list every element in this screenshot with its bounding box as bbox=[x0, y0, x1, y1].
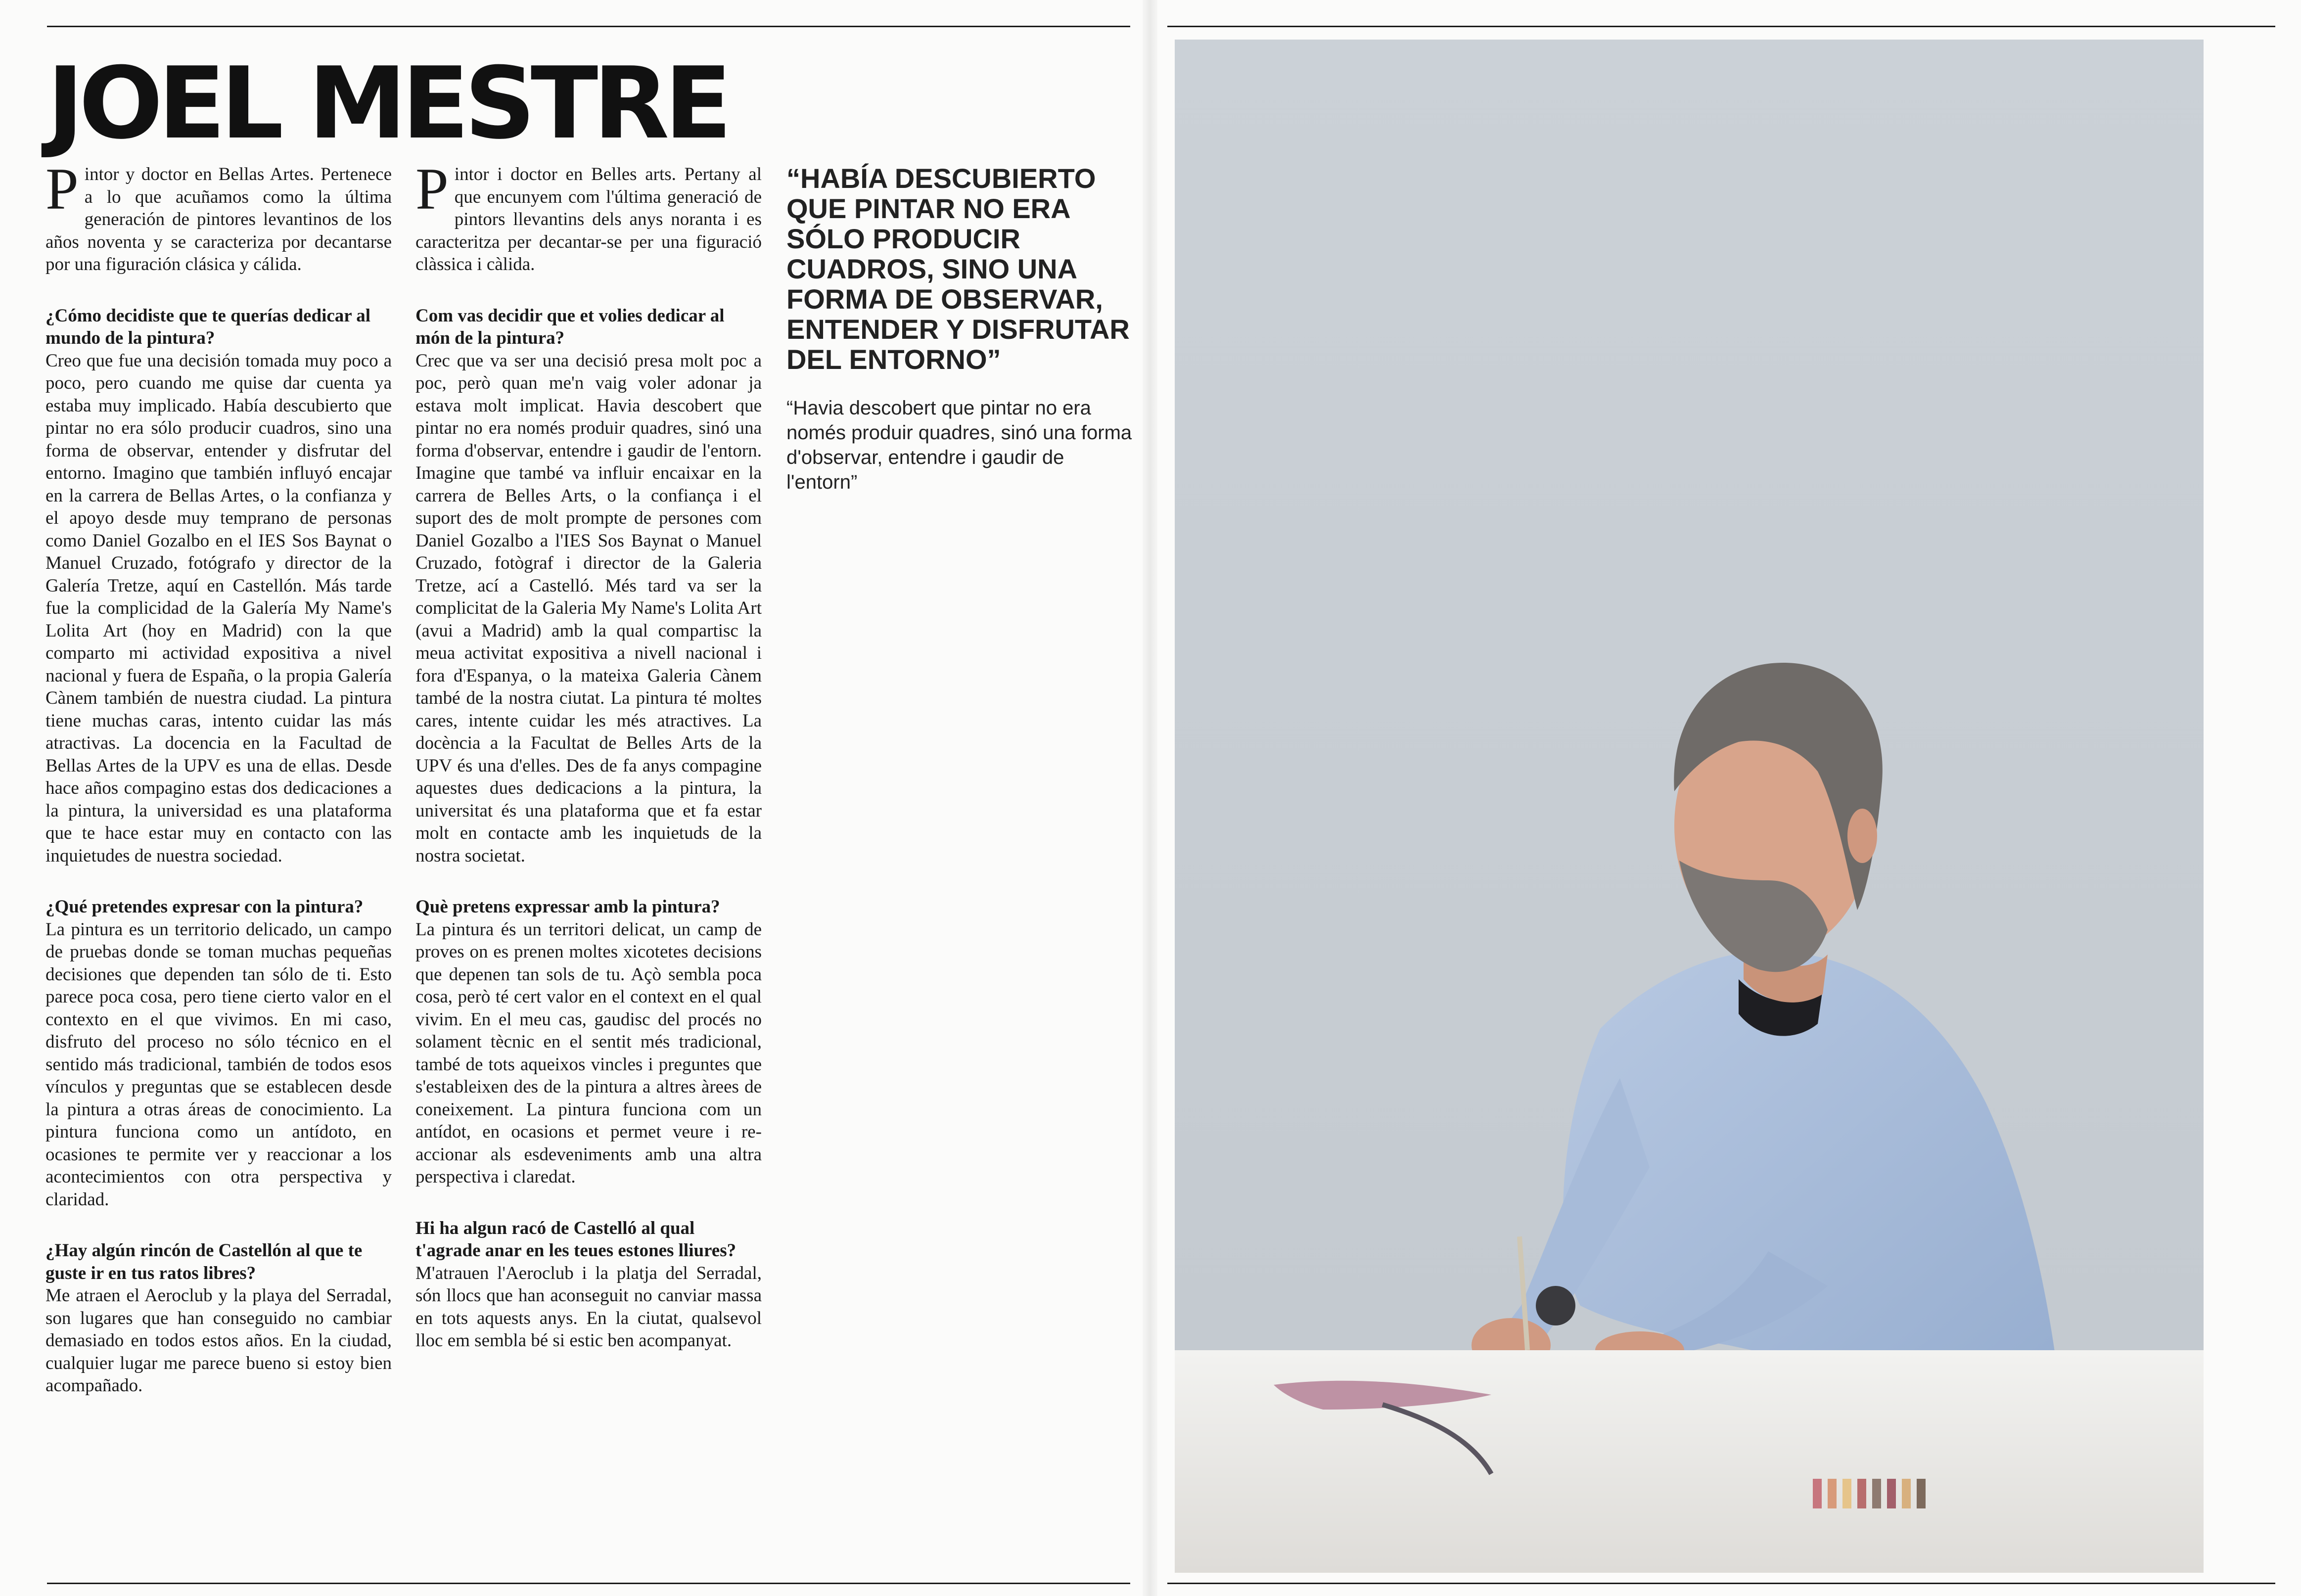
answer-ca-1: Crec que va ser una decisió presa molt poc a poc, però quan me'n vaig voler adonar ja estava molt implicat. Havia descobert que pintar no era només produir quadres, sinó una forma d'observar, entendre i gaudir de l'entorn. Imagine que també va influir encaixar en la carrera de Belles Arts, o la confiança i el suport des de molt prompte de persones com Daniel Gozalbo a l'IES Sos Baynat o Manuel Cruzado, fotògraf i director de la Galeria Tretze, ací a Castelló. Més tard va ser la complicitat de la Galeria My Name's Lolita Art (avui a Madrid) amb la qual compartisc la meua activitat expositiva a nivell nacional i fora d'Espanya, o la mateixa Galeria Cànem també de la nostra ciutat. La pintura té moltes cares, intente cuidar les més atractives. La docència a la Facultat de Belles Arts de la UPV és una d'elles. Des de fa anys compagine aquestes dues dedicacions a la pintura, la universitat és una plataforma que et fa estar molt en contacte amb les inquietuds de la nostra societat. bbox=[415, 350, 762, 866]
question-es-1: ¿Cómo decidiste que te querías dedicar al mundo de la pintura? bbox=[46, 305, 371, 348]
intro-paragraph-ca bbox=[415, 156, 762, 276]
question-ca-1: Com vas decidir que et volies dedicar al món de la pintura? bbox=[415, 305, 725, 348]
bottom-rule-right bbox=[1167, 1583, 2275, 1584]
top-rule-right bbox=[1167, 26, 2275, 27]
ear bbox=[1847, 809, 1877, 863]
question-es-2: ¿Qué pretendes expresar con la pintura? bbox=[46, 897, 364, 917]
column-catalan bbox=[415, 156, 762, 1381]
intro-text-es: intor y doctor en Bellas Artes. Pertenece a lo que acuñamos como la última generación de pintores levantinos de los años noventa y se caracteriza por decantarse por una figuración clásica y cálida. bbox=[46, 164, 392, 274]
intro-text-ca: intor i doctor en Belles arts. Pertany al que encunyem com l'última generació de pintors llevantins dels anys noranta i es caracteritza per decantar-se per una figuració clàssica i càlida. bbox=[415, 164, 762, 274]
pullquote-catalan: “Havia descobert que pintar no era només produir quadres, sinó una forma d'observar, entendre i gaudir de l'entorn” bbox=[786, 397, 1132, 493]
question-es-3: ¿Hay algún rincón de Castellón al que te guste ir en tus ratos libres? bbox=[46, 1240, 363, 1283]
answer-ca-3: M'atrauen l'Aeroclub i la platja del Serradal, són llocs que han aconseguit no canviar massa en tots aquests anys. En la ciutat, qualsevol lloc em sembla bé si estic ben acompanyat. bbox=[415, 1263, 762, 1351]
column-spanish bbox=[46, 156, 392, 1426]
wristwatch bbox=[1536, 1286, 1575, 1325]
bottom-rule-left bbox=[47, 1583, 1130, 1584]
answer-es-2: La pintura es un territorio delicado, un campo de pruebas donde se toman muchas pequeñas decisiones que dependen tan sólo de ti. Esto parece poca cosa, pero tiene cierto valor en el contexto en el que vivimos. En mi caso, disfruto del proceso no sólo técnico en el sentido más tradicional, también de todos esos vínculos y preguntas que se establecen desde la pintura a otras áreas de conocimiento. La pintura funciona como un antídoto, en ocasiones te permite ver y reaccionar a los acontecimientos con otra perspectiva y claridad. bbox=[46, 919, 392, 1210]
dropcap-es: P bbox=[46, 156, 79, 222]
top-rule-left bbox=[47, 26, 1130, 27]
intro-paragraph-es bbox=[46, 156, 392, 276]
answer-es-1: Creo que fue una decisión tomada muy poco a poco, pero cuando me quise dar cuenta ya estaba muy implicado. Había descubierto que pintar no era sólo producir cuadros, sino una forma de observar, entender y disfrutar del entorno. Imagino que también influyó encajar en la carrera de Bellas Artes, o la confianza y el apoyo desde muy temprano de personas como Daniel Gozalbo en el IES Sos Baynat o Manuel Cruzado, fotógrafo y director de la Galería Tretze, aquí en Castellón. Más tarde fue la complicidad de la Galería My Name's Lolita Art (hoy en Madrid) con la que comparto mi actividad expositiva a nivel nacional y fuera de España, o la propia Galería Cànem también de nuestra ciudad. La pintura tiene muchas caras, intento cuidar las más atractivas. La docencia en la Facultad de Bellas Artes de la UPV es una de ellas. Desde hace años compagino estas dos dedicaciones a la pintura, la universidad es una plataforma que te hace estar muy en contacto con las inquietudes de nuestra sociedad. bbox=[46, 350, 392, 866]
question-ca-3: Hi ha algun racó de Castelló al qual t'agrade anar en les teues estones lliures? bbox=[415, 1218, 736, 1261]
question-ca-2: Què pretens expressar amb la pintura? bbox=[415, 897, 720, 917]
page-gutter bbox=[1143, 0, 1157, 1596]
painter-illustration bbox=[1175, 40, 2204, 1573]
answer-es-3: Me atraen el Aeroclub y la playa del Serradal, son lugares que han conseguido no cambiar demasiado en todos estos años. En la ciudad, cualquier lugar me parece bueno si estoy bien acompañado. bbox=[46, 1285, 392, 1396]
pullquote-spanish: “HABÍA DESCUBIERTO QUE PINTAR NO ERA SÓLO PRODUCIR CUADROS, SINO UNA FORMA DE OBSERVAR, ENTENDER Y DISFRUTAR DEL ENTORNO” bbox=[786, 163, 1130, 375]
answer-ca-2: La pintura és un territori delicat, un camp de proves on es prenen moltes xicotetes decisions que depenen tan sols de tu. Açò sembla poca cosa, però té cert valor en el context en el qual vivim. En el meu cas, gaudisc del procés no solament tècnic en el sentit més tradicional, també de tots aqueixos vincles i preguntes que s'estableixen des de la pintura a altres àrees de coneixement. La pintura funciona com un antídot, en ocasions et permet veure i reaccionar als esdeveniments amb una altra perspectiva i claredat. bbox=[415, 919, 762, 1187]
painter-photo bbox=[1175, 40, 2204, 1573]
article-title: JOEL MESTRE bbox=[47, 46, 727, 161]
dropcap-ca: P bbox=[415, 156, 449, 222]
